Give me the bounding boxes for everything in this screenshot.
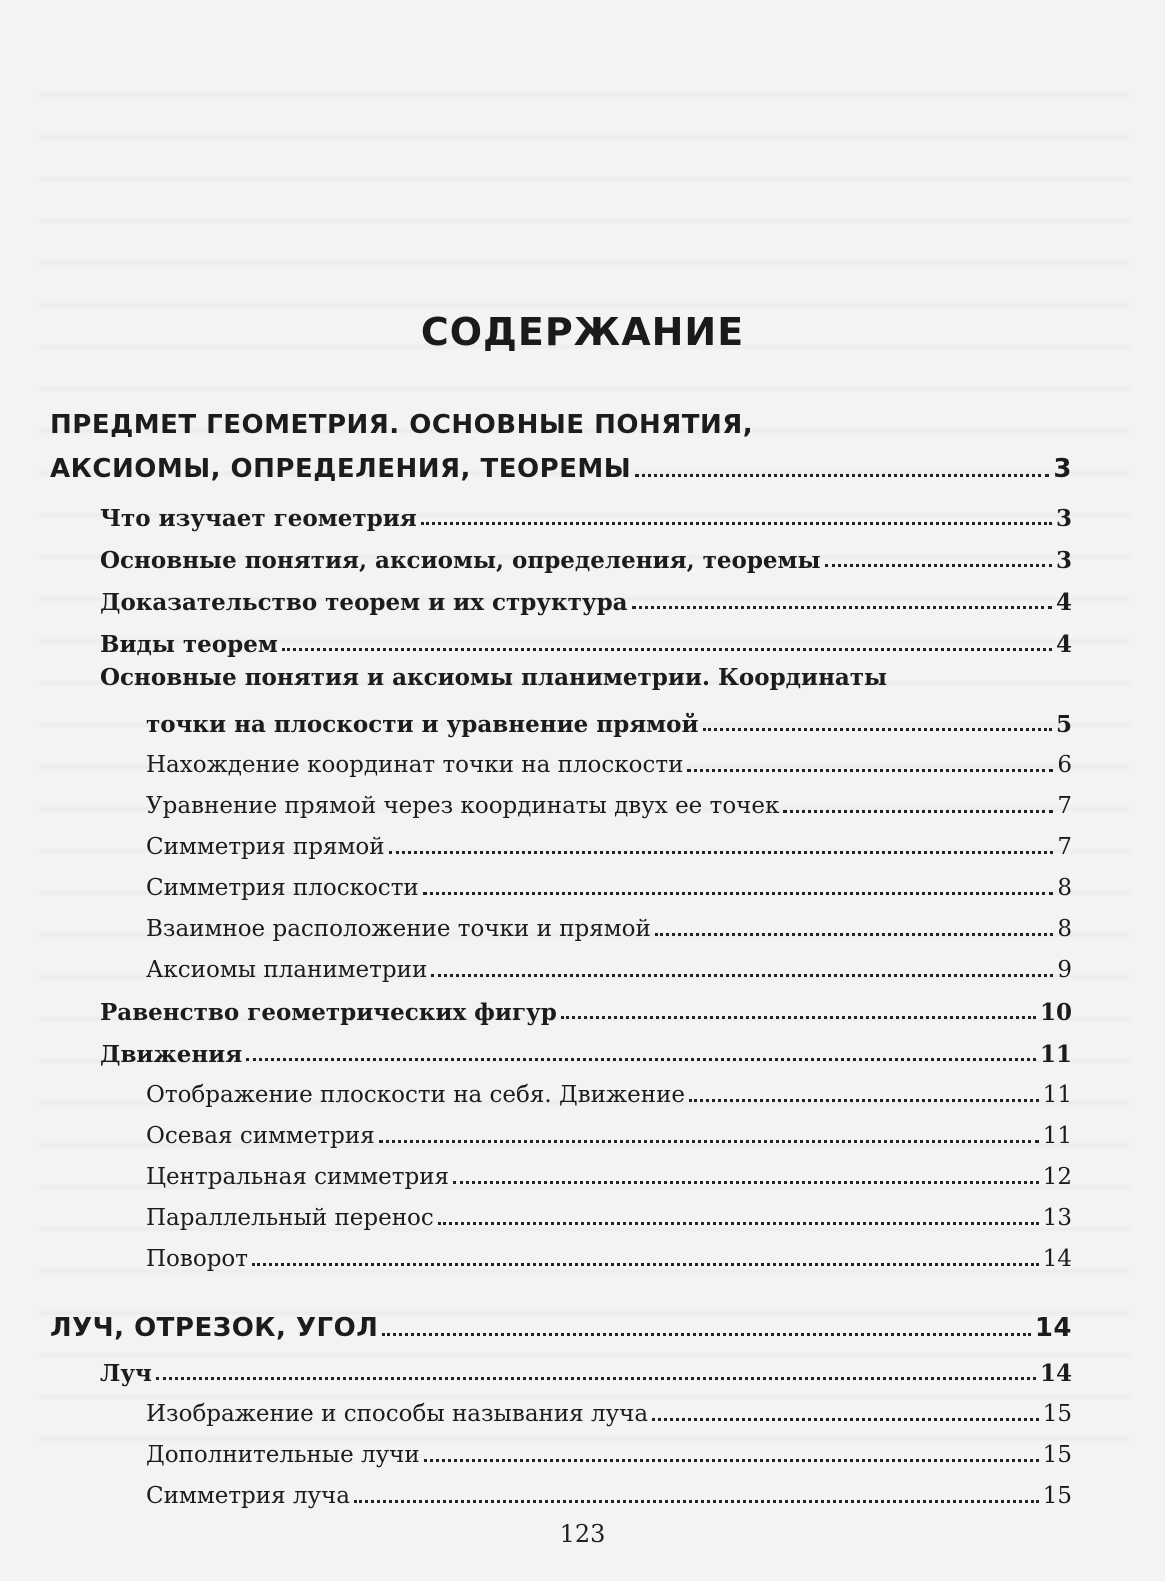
dot-leader [783, 810, 1053, 813]
page-number: 4 [1055, 631, 1072, 658]
page-number: 15 [1042, 1483, 1072, 1509]
page-number: 7 [1057, 793, 1072, 819]
entry-label: Симметрия плоскости [146, 875, 419, 901]
dot-leader [453, 1181, 1039, 1184]
section-heading-label: ЛУЧ, ОТРЕЗОК, УГОЛ [50, 1313, 379, 1343]
dot-leader [635, 474, 1049, 477]
page-number: 11 [1042, 1082, 1072, 1108]
entry-label-line2: точки на плоскости и уравнение прямой [146, 711, 699, 738]
dot-leader [252, 1263, 1039, 1266]
page-number: 15 [1042, 1401, 1072, 1427]
page-number: 4 [1055, 589, 1072, 616]
toc-entry[interactable] [146, 733, 1072, 777]
entry-label-line1: Основные понятия и аксиомы планиметрии. Координаты [100, 664, 888, 691]
dot-leader [652, 1418, 1039, 1421]
page-number: 13 [1042, 1205, 1072, 1231]
toc-entry[interactable] [146, 1104, 1072, 1148]
dot-leader [561, 1016, 1036, 1019]
page-footer-number: 123 [559, 1520, 606, 1548]
entry-label: Отображение плоскости на себя. Движение [146, 1082, 686, 1108]
toc-entry[interactable] [146, 1227, 1072, 1271]
toc-entry[interactable] [146, 1464, 1072, 1508]
toc-entry[interactable] [100, 980, 1072, 1024]
page-number: 12 [1042, 1164, 1072, 1190]
dot-leader [382, 1333, 1031, 1336]
entry-label: Равенство геометрических фигур [100, 999, 557, 1026]
page-number: 14 [1034, 1313, 1072, 1343]
entry-label: Уравнение прямой через координаты двух ее точек [146, 793, 780, 819]
dot-leader [687, 769, 1053, 772]
page-number: 8 [1057, 875, 1072, 901]
toc-entry[interactable] [146, 897, 1072, 941]
toc-entry[interactable] [146, 774, 1072, 818]
dot-leader [246, 1058, 1036, 1061]
entry-label: Осевая симметрия [146, 1123, 375, 1149]
page-number: 6 [1057, 752, 1072, 778]
dot-leader [655, 933, 1054, 936]
entry-label: Взаимное расположение точки и прямой [146, 916, 651, 942]
entry-label: Центральная симметрия [146, 1164, 450, 1190]
toc-entry[interactable] [100, 1022, 1072, 1066]
toc-entry[interactable] [100, 612, 1072, 656]
entry-label: Луч [100, 1360, 152, 1387]
entry-label: Симметрия луча [146, 1483, 350, 1509]
dot-leader [282, 648, 1052, 651]
page-number: 9 [1057, 957, 1072, 983]
toc-entry[interactable] [146, 1423, 1072, 1467]
dot-leader [156, 1377, 1036, 1380]
entry-label: Что изучает геометрия [100, 505, 417, 532]
page-title: СОДЕРЖАНИЕ [420, 310, 745, 354]
page-number: 14 [1042, 1246, 1072, 1272]
entry-label: Поворот [146, 1246, 248, 1272]
dot-leader [703, 728, 1052, 731]
dot-leader [354, 1500, 1039, 1503]
page-number: 11 [1042, 1123, 1072, 1149]
toc-entry[interactable] [146, 1382, 1072, 1426]
entry-label: Доказательство теорем и их структура [100, 589, 628, 616]
dot-leader [389, 851, 1054, 854]
page-number: 8 [1057, 916, 1072, 942]
dot-leader [379, 1140, 1039, 1143]
page-number: 11 [1039, 1041, 1072, 1068]
toc-entry[interactable] [146, 1063, 1072, 1107]
toc-entry[interactable] [146, 1145, 1072, 1189]
entry-label: Параллельный перенос [146, 1205, 434, 1231]
entry-label: Основные понятия, аксиомы, определения, теоремы [100, 547, 821, 574]
page-number: 15 [1042, 1442, 1072, 1468]
toc-entry[interactable] [146, 938, 1072, 982]
page-number: 14 [1039, 1360, 1072, 1387]
dot-leader [431, 974, 1053, 977]
toc-entry[interactable] [100, 570, 1072, 614]
toc-entry[interactable] [146, 1186, 1072, 1230]
dot-leader [423, 892, 1054, 895]
toc-entry[interactable] [146, 815, 1072, 859]
section-heading-geometry[interactable] [50, 438, 1072, 482]
dot-leader [689, 1099, 1039, 1102]
toc-entry[interactable] [100, 486, 1072, 530]
toc-entry[interactable] [146, 856, 1072, 900]
page-number: 3 [1055, 505, 1072, 532]
entry-label: Симметрия прямой [146, 834, 385, 860]
page-number: 5 [1055, 711, 1072, 738]
entry-label: Дополнительные лучи [146, 1442, 420, 1468]
dot-leader [632, 606, 1052, 609]
entry-label: Нахождение координат точки на плоскости [146, 752, 684, 778]
page-number: 10 [1039, 999, 1072, 1026]
toc-entry[interactable] [100, 1341, 1072, 1385]
dot-leader [825, 564, 1052, 567]
page-number: 7 [1057, 834, 1072, 860]
page-number: 3 [1053, 454, 1072, 484]
entry-label: Виды теорем [100, 631, 278, 658]
dot-leader [438, 1222, 1039, 1225]
toc-entry[interactable] [146, 692, 1072, 736]
dot-leader [424, 1459, 1039, 1462]
section-heading-line1: ПРЕДМЕТ ГЕОМЕТРИЯ. ОСНОВНЫЕ ПОНЯТИЯ, [50, 410, 754, 440]
page-number: 3 [1055, 547, 1072, 574]
section-heading-ray[interactable] [50, 1297, 1072, 1341]
section-heading-line2: АКСИОМЫ, ОПРЕДЕЛЕНИЯ, ТЕОРЕМЫ [50, 454, 632, 484]
toc-entry[interactable] [100, 528, 1072, 572]
entry-label: Аксиомы планиметрии [146, 957, 428, 983]
entry-label: Изображение и способы называния луча [146, 1401, 649, 1427]
entry-label: Движения [100, 1041, 243, 1068]
dot-leader [421, 522, 1052, 525]
